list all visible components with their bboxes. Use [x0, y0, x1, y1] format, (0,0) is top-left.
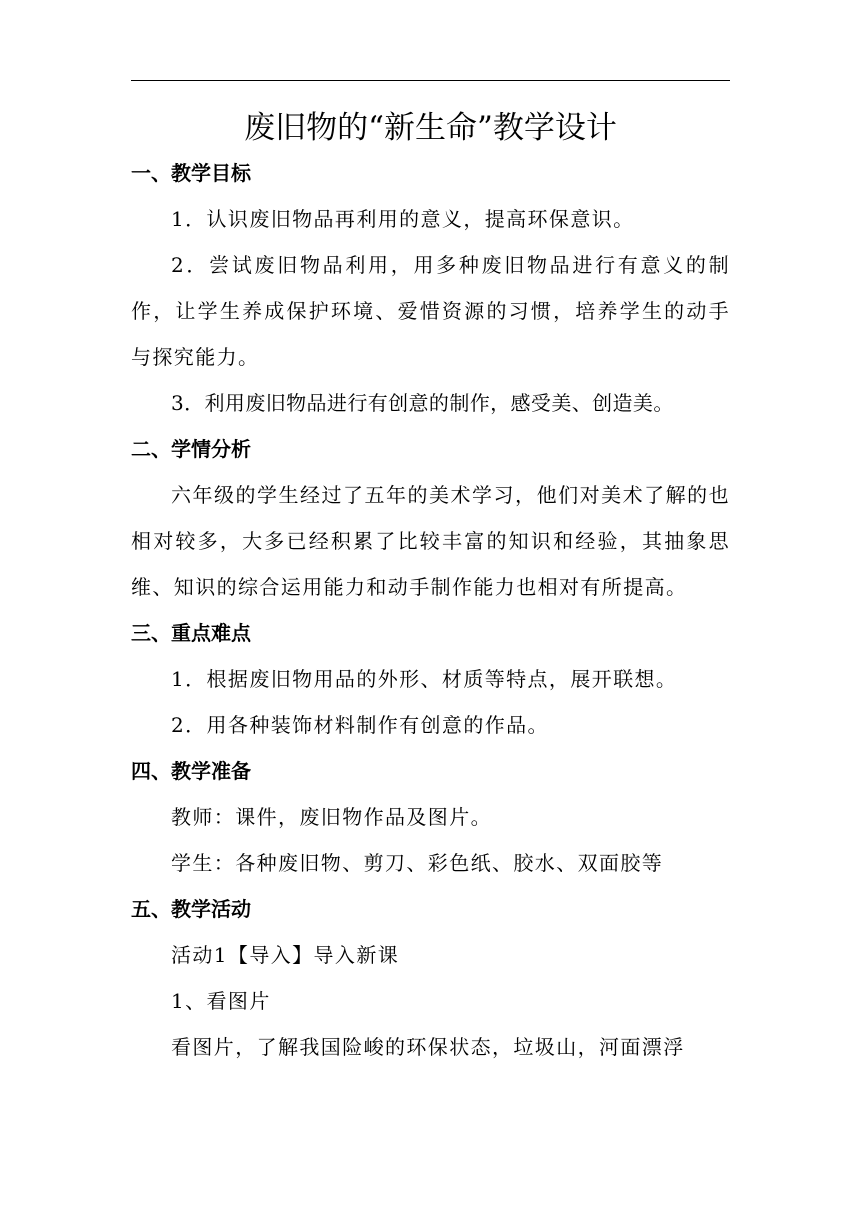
paragraph: 1．根据废旧物用品的外形、材质等特点，展开联想。: [171, 667, 678, 691]
paragraph: 看图片，了解我国险峻的环保状态，垃圾山，河面漂浮: [171, 1035, 685, 1059]
section-heading: 三、重点难点: [131, 621, 251, 645]
section-heading: 四、教学准备: [131, 759, 251, 783]
section-heading: 五、教学活动: [131, 897, 251, 921]
paragraph: 2．尝试废旧物品利用，用多种废旧物品进行有意义的制作，让学生养成保护环境、爱惜资源的习惯，培养学生的动手与探究能力。: [131, 253, 730, 369]
section-heading: 二、学情分析: [131, 437, 251, 461]
paragraph: 3．利用废旧物品进行有创意的制作，感受美、创造美。: [171, 391, 674, 415]
paragraph: 学生：各种废旧物、剪刀、彩色纸、胶水、双面胶等: [171, 851, 664, 875]
section-heading: 一、教学目标: [131, 161, 251, 185]
paragraph: 1、看图片: [171, 989, 271, 1013]
paragraph: 2．用各种装饰材料制作有创意的作品。: [171, 713, 549, 737]
paragraph: 活动1【导入】导入新课: [171, 943, 400, 967]
header-rule: [131, 80, 730, 81]
document-body: [131, 150, 730, 1070]
paragraph: 1．认识废旧物品再利用的意义，提高环保意识。: [171, 207, 635, 231]
document-title: 废旧物的“新生命”教学设计: [244, 110, 617, 146]
paragraph: 教师：课件，废旧物作品及图片。: [171, 805, 492, 829]
paragraph: 六年级的学生经过了五年的美术学习，他们对美术了解的也相对较多，大多已经积累了比较丰富的知识和经验，其抽象思维、知识的综合运用能力和动手制作能力也相对有所提高。: [131, 483, 730, 599]
